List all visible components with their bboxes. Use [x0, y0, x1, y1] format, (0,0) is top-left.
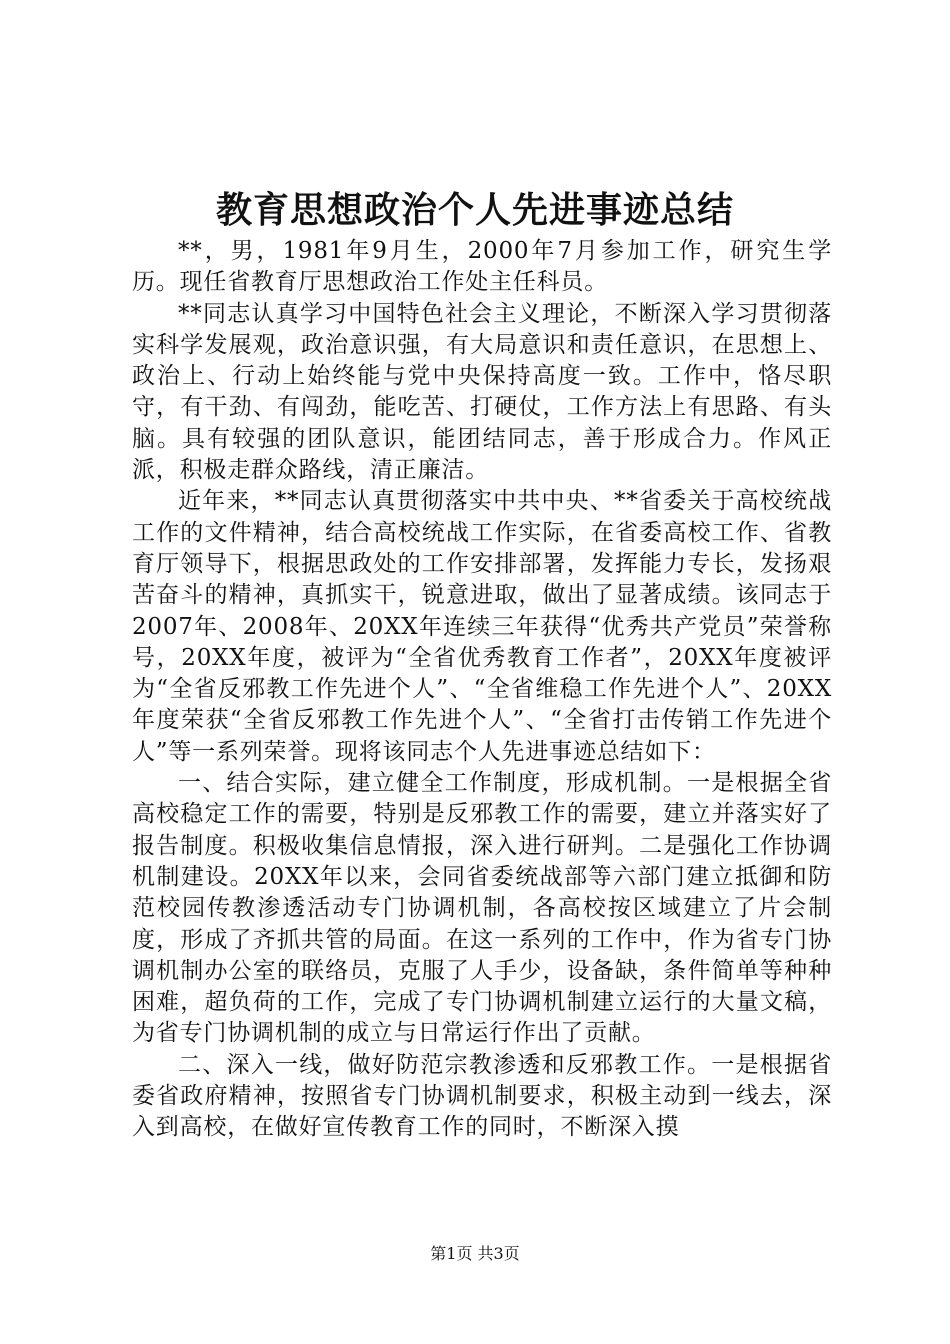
paragraph-section-one: 一、结合实际，建立健全工作制度，形成机制。一是根据全省高校稳定工作的需要，特别是反邪教工作的需要，建立并落实好了报告制度。积极收集信息情报，深入进行研判。二是强化工作协调机制建设。20XX年以来，会同省委统战部等六部门建立抵御和防范校园传教渗透活动专门协调机制，各高校按区域建立了片会制度，形成了齐抓共管的局面。在这一系列的工作中，作为省专门协调机制办公室的联络员，克服了人手少，设备缺，条件简单等种种困难，超负荷的工作，完成了专门协调机制建立运行的大量文稿，为省专门协调机制的成立与日常运行作出了贡献。 — [132, 770, 832, 1047]
page-number-footer: 第1页 共3页 — [430, 1244, 520, 1263]
paragraph-section-two: 二、深入一线，做好防范宗教渗透和反邪教工作。一是根据省委省政府精神，按照省专门协调机制要求，积极主动到一线去，深入到高校，在做好宣传教育工作的同时，不断深入摸 — [132, 1051, 832, 1141]
paragraph-political-quality: **同志认真学习中国特色社会主义理论，不断深入学习贯彻落实科学发展观，政治意识强，有大局意识和责任意识，在思想上、政治上、行动上始终能与党中央保持高度一致。工作中，恪尽职守，有干劲、有闯劲，能吃苦、打硬仗，工作方法上有思路、有头脑。具有较强的团队意识，能团结同志，善于形成合力。作风正派，积极走群众路线，清正廉洁。 — [132, 300, 832, 484]
document-body — [132, 236, 832, 1144]
paragraph-achievements-overview: 近年来，**同志认真贯彻落实中共中央、**省委关于高校统战工作的文件精神，结合高校统战工作实际，在省委高校工作、省教育厅领导下，根据思政处的工作安排部署，发挥能力专长，发扬艰苦奋斗的精神，真抓实干，锐意进取，做出了显著成绩。该同志于2007年、2008年、20XX年连续三年获得“优秀共产党员”荣誉称号，20XX年度，被评为“全省优秀教育工作者”，20XX年度被评为“全省反邪教工作先进个人”、“全省维稳工作先进个人”、20XX年度荣获“全省反邪教工作先进个人”、“全省打击传销工作先进个人”等一系列荣誉。现将该同志个人先进事迹总结如下： — [132, 488, 832, 765]
document-title: 教育思想政治个人先进事迹总结 — [215, 189, 734, 231]
paragraph-personal-info: **，男，1981年9月生，2000年7月参加工作，研究生学历。现任省教育厅思想政治工作处主任科员。 — [132, 238, 832, 296]
